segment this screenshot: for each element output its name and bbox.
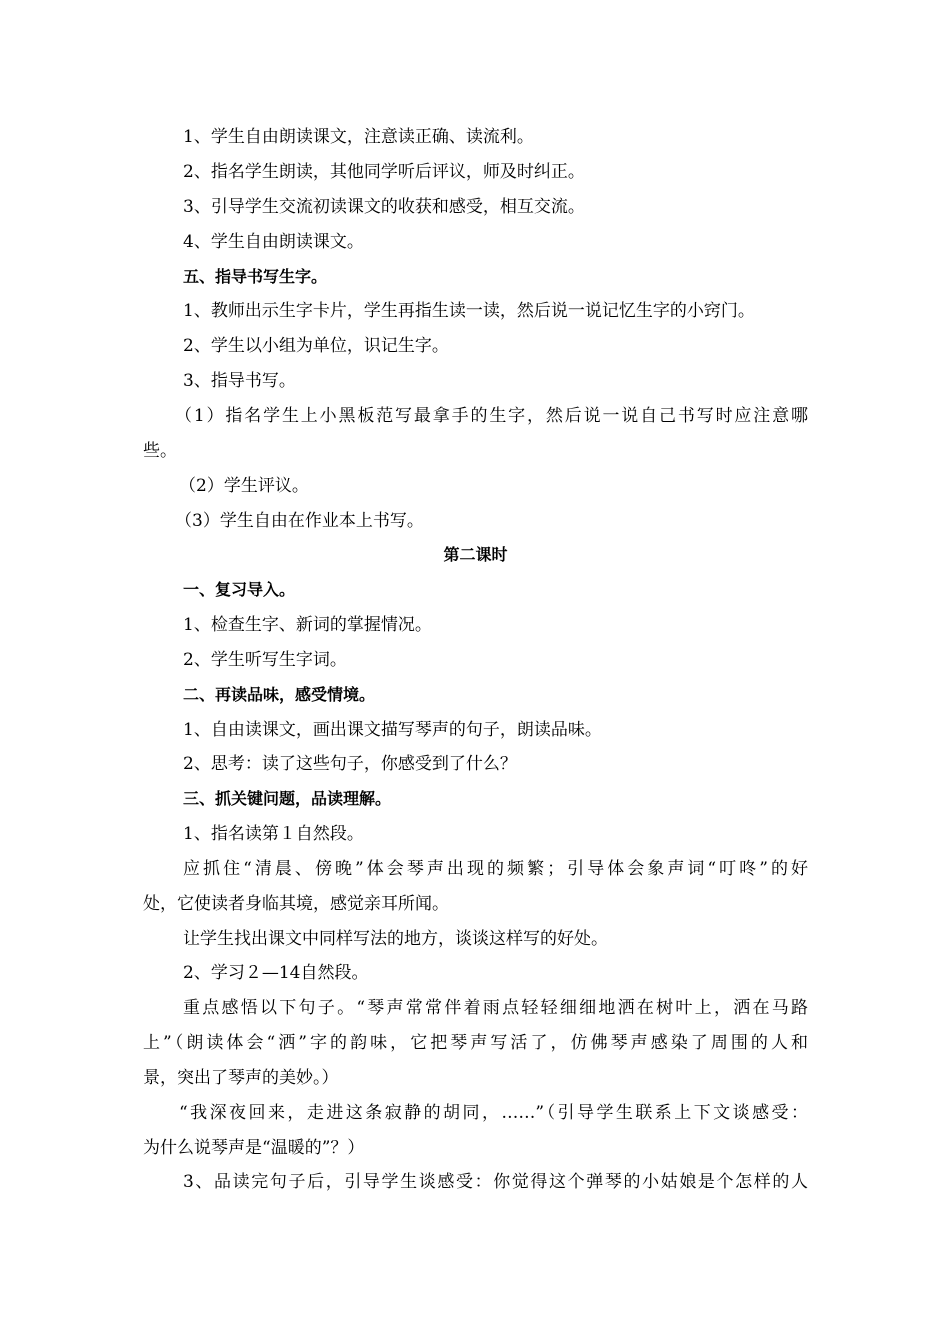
- paragraph-line: 上”（朗读体会“洒”字的韵味，它把琴声写活了，仿佛琴声感染了周围的人和: [143, 1033, 808, 1053]
- paragraph-line: 为什么说琴声是“温暖的”？）: [143, 1138, 365, 1158]
- paragraph-line: 3、指导书写。: [183, 371, 296, 391]
- paragraph-line: 2、学生以小组为单位，识记生字。: [183, 336, 449, 356]
- paragraph-line: 1、教师出示生字卡片，学生再指生读一读，然后说一说记忆生字的小窍门。: [183, 301, 755, 321]
- section-heading: 二、再读品味，感受情境。: [183, 685, 376, 704]
- paragraph-line: 3、品读完句子后，引导学生谈感受：你觉得这个弹琴的小姑娘是个怎样的人: [183, 1172, 808, 1192]
- paragraph-line: 重点感悟以下句子。“琴声常常伴着雨点轻轻细细地洒在树叶上，洒在马路: [183, 998, 808, 1018]
- section-heading: 五、指导书写生字。: [183, 267, 328, 286]
- paragraph-line: 让学生找出课文中同样写法的地方，谈谈这样写的好处。: [183, 929, 608, 949]
- paragraph-line: （2）学生评议。: [179, 476, 309, 496]
- paragraph-line: 些。: [143, 441, 177, 461]
- paragraph-line: 2、思考：读了这些句子，你感受到了什么？: [183, 754, 517, 774]
- paragraph-line: 2、学习２—14自然段。: [183, 963, 369, 983]
- paragraph-line: 2、指名学生朗读，其他同学听后评议，师及时纠正。: [183, 162, 585, 182]
- paragraph-line: 应抓住“清晨、傍晚”体会琴声出现的频繁；引导体会象声词“叮咚”的好: [183, 859, 808, 879]
- lesson-heading: 第二课时: [443, 545, 508, 564]
- paragraph-line: 4、学生自由朗读课文。: [183, 232, 364, 252]
- section-heading: 一、复习导入。: [183, 580, 296, 599]
- paragraph-line: 处，它使读者身临其境，感觉亲耳所闻。: [143, 894, 449, 914]
- paragraph-line: 1、指名读第１自然段。: [183, 824, 364, 844]
- paragraph-line: 1、学生自由朗读课文，注意读正确、读流利。: [183, 127, 534, 147]
- section-heading: 三、抓关键问题，品读理解。: [183, 789, 392, 808]
- paragraph-line: 景，突出了琴声的美妙。）: [143, 1068, 339, 1088]
- paragraph-line: 1、检查生字、新词的掌握情况。: [183, 615, 432, 635]
- paragraph-line: “我深夜回来，走进这条寂静的胡同，……”（引导学生联系上下文谈感受：: [179, 1103, 808, 1123]
- paragraph-line: （1）指名学生上小黑板范写最拿手的生字，然后说一说自己书写时应注意哪: [175, 406, 808, 426]
- paragraph-line: 3、引导学生交流初读课文的收获和感受，相互交流。: [183, 197, 585, 217]
- paragraph-line: （3）学生自由在作业本上书写。: [175, 511, 424, 531]
- paragraph-line: 1、自由读课文，画出课文描写琴声的句子，朗读品味。: [183, 720, 602, 740]
- paragraph-line: 2、学生听写生字词。: [183, 650, 347, 670]
